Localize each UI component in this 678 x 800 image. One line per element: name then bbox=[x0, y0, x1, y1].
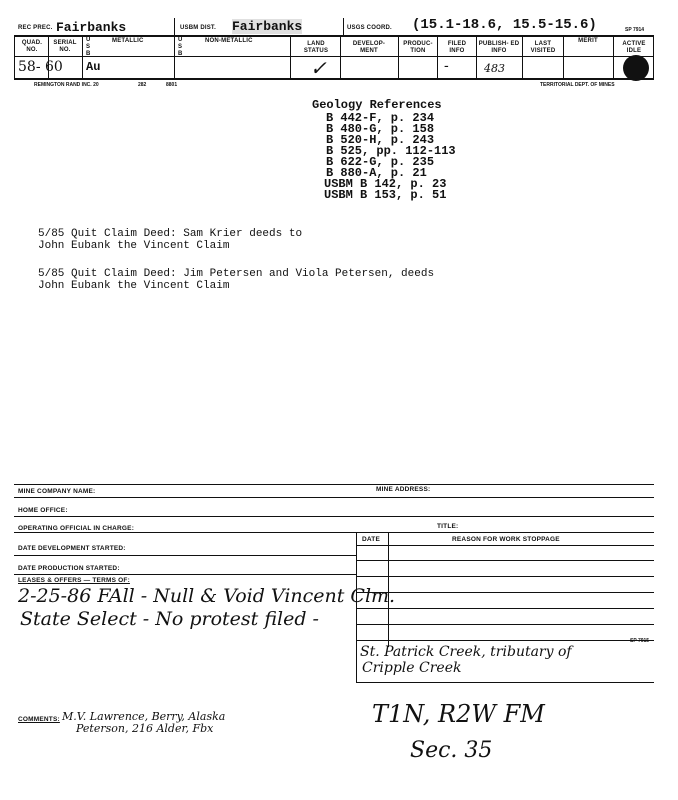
geology-ref: B 880-A, p. 21 bbox=[326, 166, 427, 180]
form-number: SP 7914 bbox=[625, 27, 645, 33]
usbm-dist-value: Fairbanks bbox=[232, 19, 303, 34]
col-metallic: METALLIC bbox=[112, 38, 144, 44]
col-non-metallic: NON-METALLIC bbox=[205, 38, 253, 44]
col-land-status: LAND STATUS bbox=[303, 41, 329, 54]
note-1 bbox=[38, 228, 302, 252]
col-production: PRODUC- TION bbox=[403, 41, 433, 54]
col-development: DEVELOP- MENT bbox=[352, 41, 386, 54]
home-office-label: HOME OFFICE: bbox=[18, 507, 68, 514]
col-quad-no: QUAD. NO. bbox=[21, 40, 43, 53]
comments-label: COMMENTS: bbox=[18, 716, 60, 723]
geology-ref: B 442-F, p. 234 bbox=[326, 111, 435, 125]
geology-ref-list bbox=[326, 113, 456, 201]
col-usb-metallic-flag: U S B bbox=[86, 37, 91, 57]
col-published-info: PUBLISH- ED INFO bbox=[478, 41, 520, 54]
usbm-dist-label: USBM DIST. bbox=[180, 25, 217, 31]
territorial-dept: TERRITORIAL DEPT. OF MINES bbox=[540, 82, 615, 88]
form-number-2: SP 7915 bbox=[630, 638, 650, 644]
col-active-idle: ACTIVE IDLE bbox=[622, 41, 646, 54]
col-usb-nonmetallic-flag: U S B bbox=[178, 37, 183, 57]
comments-handwriting-2: Peterson, 216 Alder, Fbx bbox=[76, 722, 214, 735]
geology-ref: USBM B 153, p. 51 bbox=[324, 188, 447, 202]
title-label: TITLE: bbox=[437, 523, 459, 530]
col-last-visited: LAST VISITED bbox=[530, 41, 556, 54]
leases-handwriting-1: 2-25-86 FAll - Null & Void Vincent Clm. bbox=[18, 585, 396, 607]
filed-value: - bbox=[444, 58, 449, 74]
col-serial-no: SERIAL NO. bbox=[53, 40, 77, 53]
geology-ref: B 520-H, p. 243 bbox=[326, 133, 435, 147]
printer-code-1: 282 bbox=[138, 82, 147, 88]
col-filed-info: FILED INFO bbox=[447, 41, 467, 54]
geology-title: Geology References bbox=[312, 98, 442, 112]
leases-label: LEASES & OFFERS — TERMS OF: bbox=[18, 577, 130, 584]
operating-official-label: OPERATING OFFICIAL IN CHARGE: bbox=[18, 525, 135, 532]
location-handwriting-1: St. Patrick Creek, tributary of bbox=[360, 644, 572, 660]
active-idle-blot bbox=[623, 55, 649, 81]
leases-handwriting-2: State Select - No protest filed - bbox=[20, 608, 319, 630]
note-1-line-1: 5/85 Quit Claim Deed: Sam Krier deeds to bbox=[38, 228, 303, 240]
date-column-header: DATE bbox=[362, 536, 381, 543]
note-2-line-1: 5/85 Quit Claim Deed: Jim Petersen and Viola Petersen, deeds bbox=[38, 268, 435, 280]
mine-address-label: MINE ADDRESS: bbox=[376, 486, 431, 493]
usgs-coord-label: USGS COORD. bbox=[347, 25, 392, 31]
mine-company-name-label: MINE COMPANY NAME: bbox=[18, 488, 96, 495]
location-handwriting-2: Cripple Creek bbox=[362, 660, 462, 676]
note-2 bbox=[38, 268, 434, 292]
printer-code-2: 8801 bbox=[166, 82, 178, 88]
land-status-check: ✓ bbox=[310, 56, 327, 80]
quad-value: 58- 60 bbox=[18, 59, 63, 75]
geology-ref: B 480-G, p. 158 bbox=[326, 122, 435, 136]
comments-handwriting-1: M.V. Lawrence, Berry, Alaska bbox=[62, 710, 226, 723]
usgs-coord-value: (15.1-18.6, 15.5-15.6) bbox=[412, 17, 597, 33]
col-merit: MERIT bbox=[578, 38, 598, 44]
geology-ref: USBM B 142, p. 23 bbox=[324, 177, 447, 191]
rec-prec-label: REC PREC. bbox=[18, 25, 53, 31]
note-2-line-2: John Eubank the Vincent Claim bbox=[38, 280, 230, 292]
reason-column-header: REASON FOR WORK STOPPAGE bbox=[452, 536, 560, 543]
published-value: 483 bbox=[484, 62, 505, 75]
printer-imprint: REMINGTON RAND INC. 20 bbox=[34, 82, 99, 88]
date-prod-started-label: DATE PRODUCTION STARTED: bbox=[18, 565, 120, 572]
note-1-line-2: John Eubank the Vincent Claim bbox=[38, 240, 230, 252]
section-handwriting: Sec. 35 bbox=[410, 738, 493, 763]
geology-ref: B 622-G, p. 235 bbox=[326, 155, 435, 169]
geology-ref: B 525, pp. 112-113 bbox=[326, 144, 456, 158]
rec-prec-value: Fairbanks bbox=[56, 20, 127, 35]
date-dev-started-label: DATE DEVELOPMENT STARTED: bbox=[18, 545, 126, 552]
metallic-value: Au bbox=[86, 60, 101, 74]
township-handwriting: T1N, R2W FM bbox=[372, 700, 545, 728]
